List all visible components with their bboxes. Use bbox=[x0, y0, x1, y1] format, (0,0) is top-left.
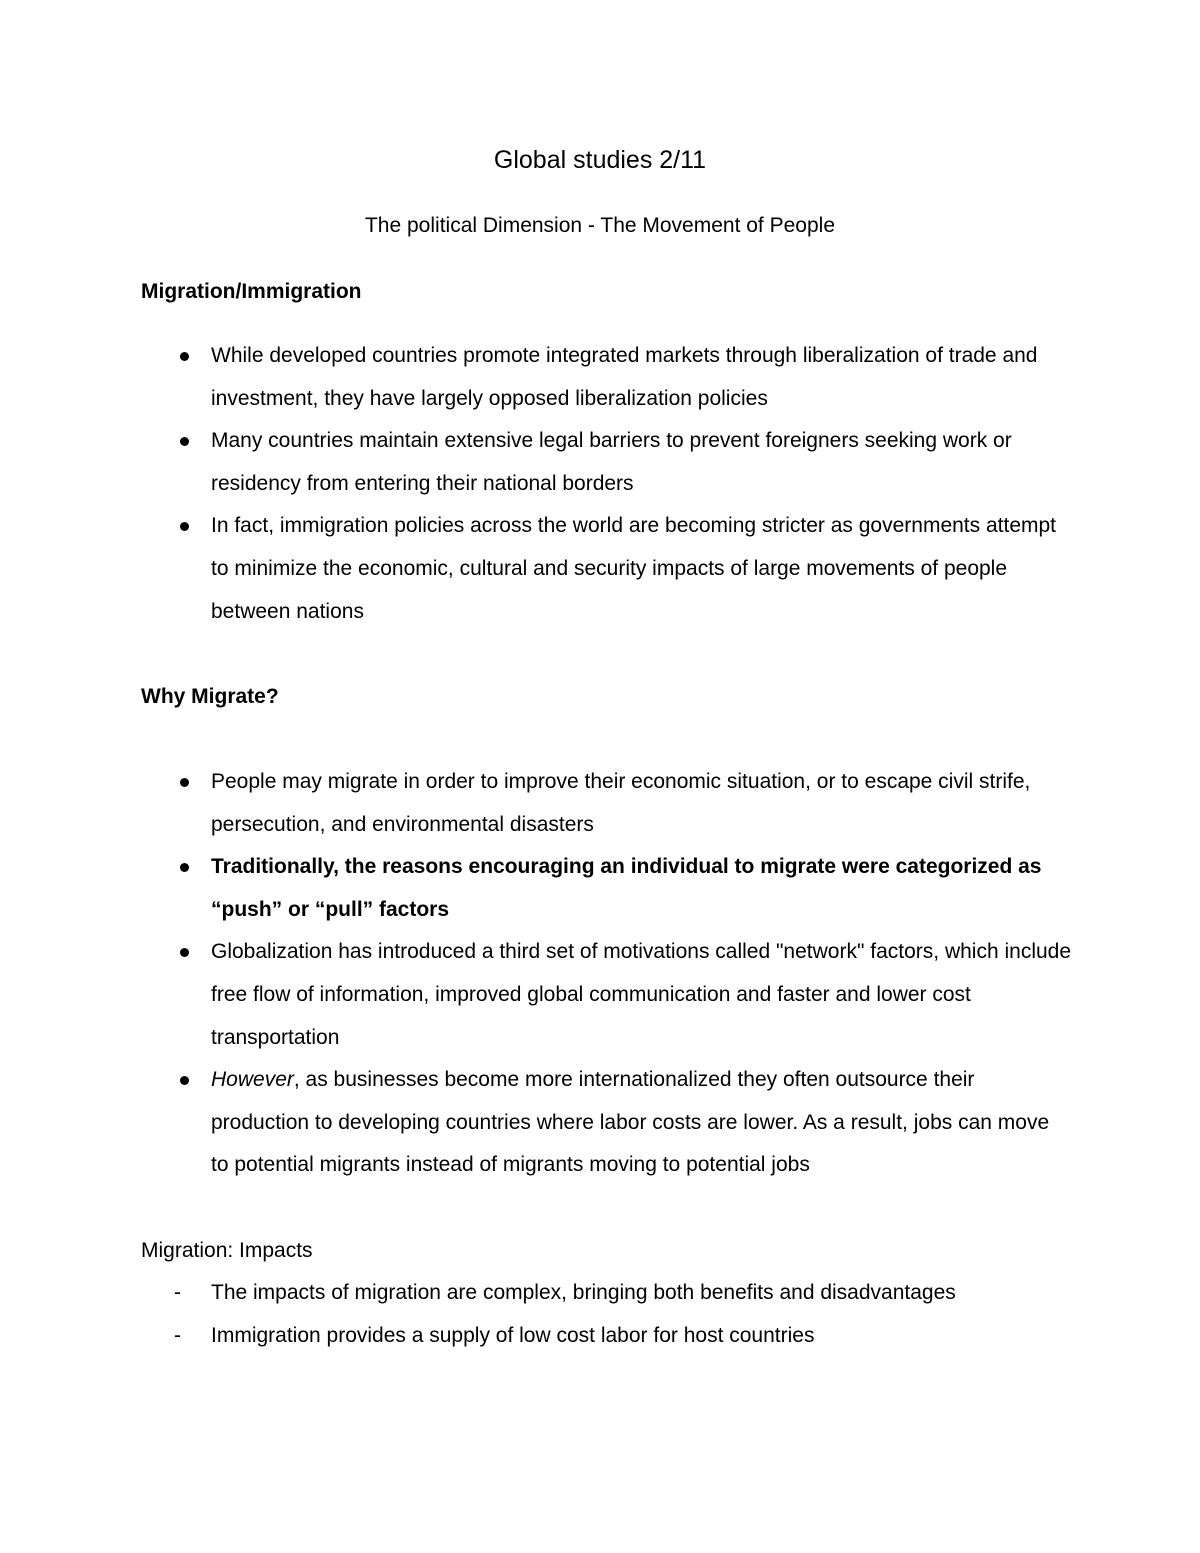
bullet-icon bbox=[180, 948, 189, 957]
section-heading-why-migrate: Why Migrate? bbox=[141, 685, 279, 708]
list-item bbox=[141, 931, 1071, 1059]
list-item bbox=[141, 846, 1071, 931]
bullet-icon bbox=[180, 522, 189, 531]
list-item bbox=[141, 1315, 1071, 1358]
list-item-text: The impacts of migration are complex, bringing both benefits and disadvantages bbox=[211, 1281, 956, 1304]
list-item-text: Traditionally, the reasons encouraging an individual to migrate were categorized as “push” or “pull” factors bbox=[211, 855, 1042, 921]
list-item-text: Many countries maintain extensive legal barriers to prevent foreigners seeking work or residency from entering their national borders bbox=[211, 429, 1012, 495]
bullet-icon bbox=[180, 778, 189, 787]
list-item bbox=[141, 1059, 1071, 1187]
migration-immigration-list bbox=[141, 335, 1071, 633]
page-subtitle: The political Dimension - The Movement of People bbox=[364, 214, 835, 237]
bullet-icon bbox=[180, 352, 189, 361]
page-title: Global studies 2/11 bbox=[493, 146, 707, 174]
section-heading-migration-immigration: Migration/Immigration bbox=[141, 280, 362, 303]
why-migrate-list bbox=[141, 761, 1071, 1187]
dash-marker: - bbox=[174, 1323, 181, 1347]
list-item-text: While developed countries promote integrated markets through liberalization of trade and investment, they have largely opposed liberalization policies bbox=[211, 344, 1038, 410]
list-item-text: , as businesses become more internationalized they often outsource their production to developing countries where labor costs are lower. As a result, jobs can move to potential migrants instead of migrants moving to potential jobs bbox=[211, 1068, 1050, 1177]
list-item-text: In fact, immigration policies across the world are becoming stricter as governments attempt to minimize the economic, cultural and security impacts of large movements of people between nations bbox=[211, 514, 1057, 623]
list-item bbox=[141, 1272, 1071, 1315]
migration-impacts-list bbox=[141, 1272, 1071, 1357]
bullet-icon bbox=[180, 1076, 189, 1085]
list-item bbox=[141, 420, 1071, 505]
list-item-text: People may migrate in order to improve their economic situation, or to escape civil strife, persecution, and environmental disasters bbox=[211, 770, 1031, 836]
dash-marker: - bbox=[174, 1281, 181, 1304]
list-item bbox=[141, 761, 1071, 846]
list-item bbox=[141, 335, 1071, 420]
list-item bbox=[141, 505, 1071, 633]
bullet-icon bbox=[180, 863, 189, 872]
bullet-icon bbox=[180, 437, 189, 446]
list-item-text: Immigration provides a supply of low cost labor for host countries bbox=[211, 1323, 815, 1347]
section-heading-migration-impacts: Migration: Impacts bbox=[141, 1239, 313, 1262]
list-item-emphasis: However bbox=[211, 1068, 294, 1092]
list-item-text: Globalization has introduced a third set of motivations called "network" factors, which include free flow of information, improved global communication and faster and lower cost transportation bbox=[211, 940, 1072, 1049]
